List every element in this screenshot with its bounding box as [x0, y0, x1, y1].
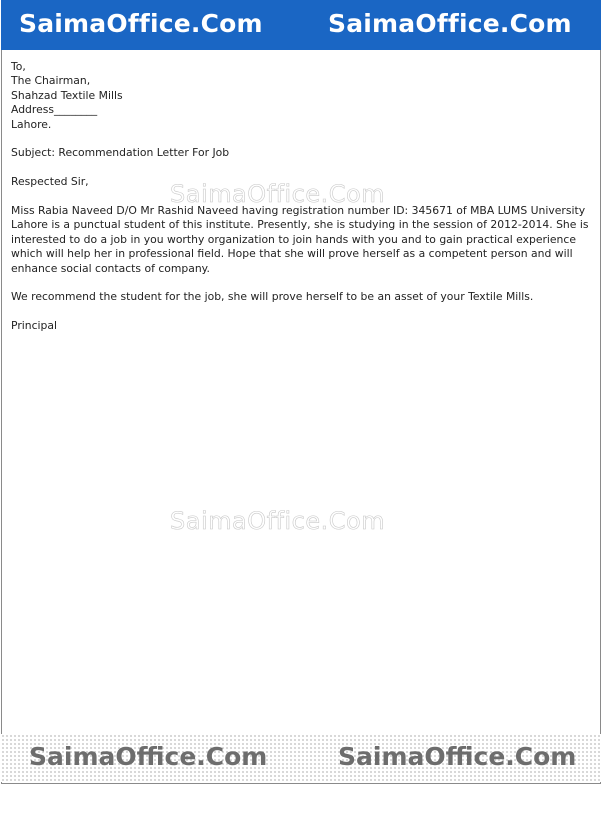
top-banner	[1, 0, 601, 50]
recipient-to: To,	[11, 60, 26, 73]
letter-body	[11, 60, 595, 334]
body-paragraph-1: Miss Rabia Naveed D/O Mr Rashid Naveed having registration number ID: 345671 of MBA LUMS University Lahore is a punctual student of this institute. Presently, she is studying in the session of 2012-2014. She is interested to do a job in you worthy organization to join hands with you and to gain practical experience which will help her in professional field. Hope that she will prove herself as a competent person and will enhance social contacts of company.	[11, 204, 589, 275]
brand-logo-left: SaimaOffice.Com	[19, 9, 263, 38]
recipient-company: Shahzad Textile Mills	[11, 88, 123, 102]
watermark-middle: SaimaOffice.Com	[170, 507, 386, 535]
salutation: Respected Sir,	[11, 175, 89, 189]
brand-logo-right: SaimaOffice.Com	[328, 9, 572, 38]
recipient-city: Lahore.	[11, 117, 52, 131]
signoff: Principal	[11, 319, 58, 333]
body-paragraph-2: We recommend the student for the job, she will prove herself to be an asset of your Textile Mills.	[11, 290, 534, 304]
recipient-address: Address________	[11, 103, 98, 117]
brand-logo-bottom-left: SaimaOffice.Com	[29, 742, 268, 771]
bottom-banner	[1, 734, 601, 782]
watermark-upper: SaimaOffice.Com	[170, 180, 386, 208]
brand-logo-bottom-right: SaimaOffice.Com	[338, 742, 577, 771]
subject-line: Subject: Recommendation Letter For Job	[11, 146, 230, 160]
recipient-title: The Chairman,	[11, 74, 91, 88]
